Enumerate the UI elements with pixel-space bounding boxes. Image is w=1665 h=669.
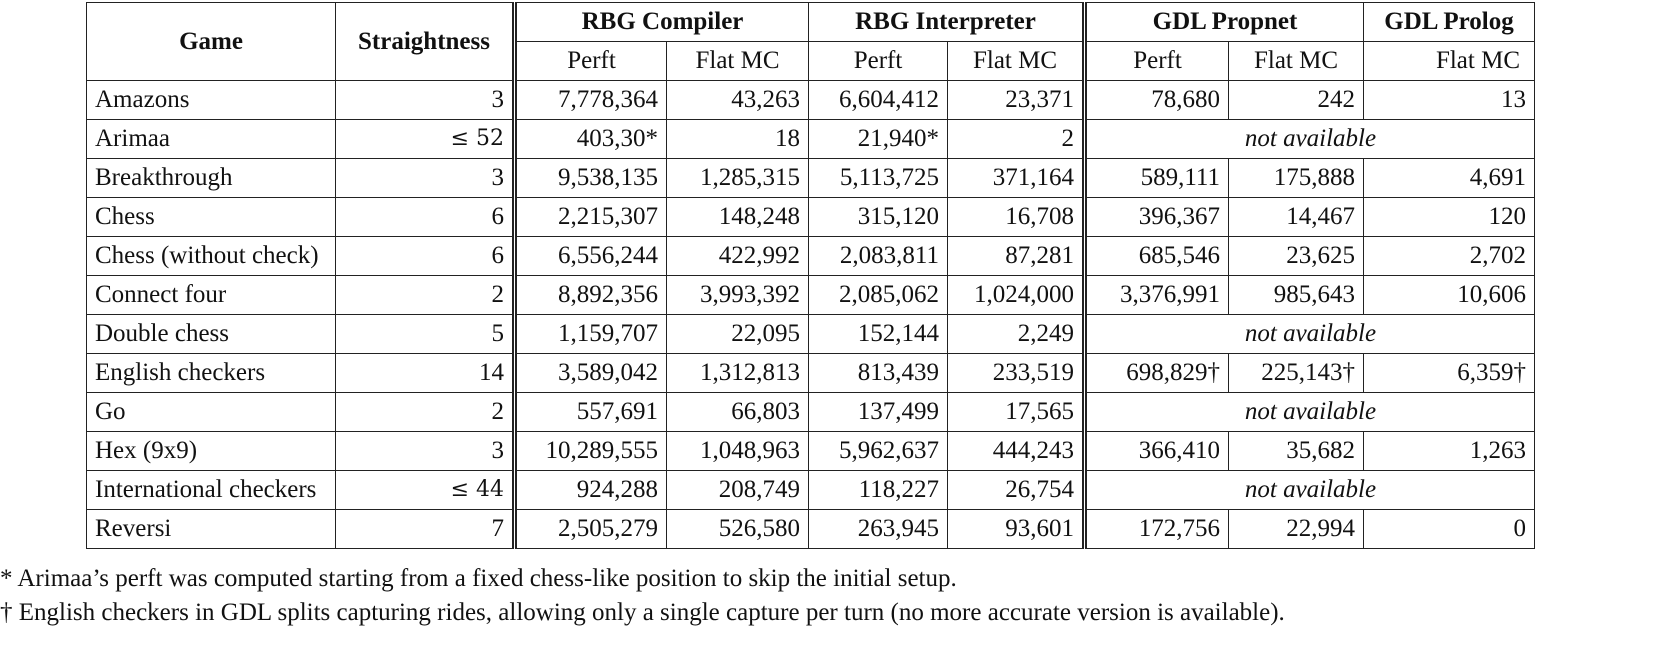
cell-straightness: 2 [336, 276, 515, 315]
cell-rbgi-perft: 21,940* [809, 120, 948, 159]
cell-game: Breakthrough [87, 159, 336, 198]
cell-rbgi-flatmc: 17,565 [948, 393, 1085, 432]
subheader-rbgc-perft: Perft [515, 42, 667, 81]
cell-straightness: 5 [336, 315, 515, 354]
cell-propnet-flatmc: 14,467 [1229, 198, 1364, 237]
cell-rbgi-perft: 315,120 [809, 198, 948, 237]
footnotes [0, 562, 1285, 630]
cell-prolog-flatmc: 10,606 [1364, 276, 1535, 315]
cell-straightness: 14 [336, 354, 515, 393]
cell-rbgi-perft: 6,604,412 [809, 81, 948, 120]
table-row [87, 81, 1535, 120]
cell-rbgc-flatmc: 526,580 [667, 510, 809, 549]
cell-rbgc-flatmc: 66,803 [667, 393, 809, 432]
cell-game: Arimaa [87, 120, 336, 159]
cell-game: Connect four [87, 276, 336, 315]
header-straightness: Straightness [336, 3, 515, 81]
cell-propnet-flatmc: 175,888 [1229, 159, 1364, 198]
cell-prolog-flatmc: 4,691 [1364, 159, 1535, 198]
table-row [87, 354, 1535, 393]
cell-game: Amazons [87, 81, 336, 120]
cell-propnet-flatmc: 225,143† [1229, 354, 1364, 393]
cell-prolog-flatmc: 0 [1364, 510, 1535, 549]
cell-rbgc-flatmc: 18 [667, 120, 809, 159]
cell-not-available: not available [1085, 315, 1535, 354]
cell-rbgi-flatmc: 2,249 [948, 315, 1085, 354]
cell-rbgi-flatmc: 16,708 [948, 198, 1085, 237]
subheader-propnet-flatmc: Flat MC [1229, 42, 1364, 81]
subheader-rbgc-flatmc: Flat MC [667, 42, 809, 81]
subheader-rbgi-perft: Perft [809, 42, 948, 81]
cell-rbgc-perft: 8,892,356 [515, 276, 667, 315]
cell-rbgi-flatmc: 87,281 [948, 237, 1085, 276]
cell-straightness: ≤ 44 [336, 471, 515, 510]
cell-rbgi-flatmc: 1,024,000 [948, 276, 1085, 315]
table-row [87, 393, 1535, 432]
cell-game: Double chess [87, 315, 336, 354]
cell-rbgc-perft: 557,691 [515, 393, 667, 432]
cell-rbgi-flatmc: 23,371 [948, 81, 1085, 120]
cell-rbgc-perft: 6,556,244 [515, 237, 667, 276]
footnote-arimaa: * Arimaa’s perft was computed starting from a fixed chess-like position to skip the initial setup. [0, 565, 957, 592]
cell-rbgi-flatmc: 233,519 [948, 354, 1085, 393]
cell-prolog-flatmc: 13 [1364, 81, 1535, 120]
cell-rbgc-perft: 1,159,707 [515, 315, 667, 354]
cell-straightness: 6 [336, 237, 515, 276]
cell-propnet-flatmc: 242 [1229, 81, 1364, 120]
cell-propnet-perft: 589,111 [1085, 159, 1229, 198]
header-rbg-compiler: RBG Compiler [515, 3, 809, 42]
table-body [87, 81, 1535, 549]
cell-rbgc-flatmc: 208,749 [667, 471, 809, 510]
footnote-english-checkers: † English checkers in GDL splits capturing rides, allowing only a single capture per turn (no more accurate version is available). [0, 599, 1285, 626]
cell-prolog-flatmc: 120 [1364, 198, 1535, 237]
cell-rbgi-perft: 152,144 [809, 315, 948, 354]
table-row [87, 276, 1535, 315]
cell-rbgi-perft: 2,083,811 [809, 237, 948, 276]
cell-rbgi-flatmc: 2 [948, 120, 1085, 159]
subheader-prolog-flatmc: Flat MC [1364, 42, 1535, 81]
header-row-groups [87, 3, 1535, 42]
cell-straightness: 3 [336, 432, 515, 471]
header-gdl-prolog: GDL Prolog [1364, 3, 1535, 42]
cell-rbgc-perft: 3,589,042 [515, 354, 667, 393]
cell-rbgc-flatmc: 422,992 [667, 237, 809, 276]
table-row [87, 237, 1535, 276]
table-row [87, 432, 1535, 471]
cell-rbgc-perft: 2,505,279 [515, 510, 667, 549]
cell-game: Chess (without check) [87, 237, 336, 276]
cell-propnet-perft: 685,546 [1085, 237, 1229, 276]
table-row [87, 471, 1535, 510]
table-row [87, 510, 1535, 549]
cell-straightness: 3 [336, 159, 515, 198]
cell-propnet-flatmc: 985,643 [1229, 276, 1364, 315]
cell-rbgc-perft: 7,778,364 [515, 81, 667, 120]
cell-propnet-flatmc: 22,994 [1229, 510, 1364, 549]
cell-prolog-flatmc: 6,359† [1364, 354, 1535, 393]
cell-rbgc-flatmc: 3,993,392 [667, 276, 809, 315]
cell-rbgi-perft: 263,945 [809, 510, 948, 549]
cell-propnet-perft: 396,367 [1085, 198, 1229, 237]
cell-rbgc-flatmc: 148,248 [667, 198, 809, 237]
cell-straightness: ≤ 52 [336, 120, 515, 159]
table-row [87, 159, 1535, 198]
cell-straightness: 3 [336, 81, 515, 120]
cell-propnet-perft: 698,829† [1085, 354, 1229, 393]
cell-game: Chess [87, 198, 336, 237]
table-row [87, 120, 1535, 159]
header-game: Game [87, 3, 336, 81]
cell-straightness: 6 [336, 198, 515, 237]
cell-rbgc-flatmc: 1,048,963 [667, 432, 809, 471]
cell-game: Reversi [87, 510, 336, 549]
cell-rbgi-perft: 2,085,062 [809, 276, 948, 315]
cell-straightness: 7 [336, 510, 515, 549]
cell-game: International checkers [87, 471, 336, 510]
subheader-propnet-perft: Perft [1085, 42, 1229, 81]
cell-propnet-perft: 3,376,991 [1085, 276, 1229, 315]
cell-not-available: not available [1085, 471, 1535, 510]
cell-rbgc-perft: 924,288 [515, 471, 667, 510]
cell-rbgc-perft: 9,538,135 [515, 159, 667, 198]
table-row [87, 315, 1535, 354]
cell-rbgc-perft: 10,289,555 [515, 432, 667, 471]
cell-rbgi-perft: 118,227 [809, 471, 948, 510]
cell-rbgi-perft: 137,499 [809, 393, 948, 432]
cell-rbgi-flatmc: 93,601 [948, 510, 1085, 549]
cell-not-available: not available [1085, 393, 1535, 432]
cell-rbgi-perft: 5,113,725 [809, 159, 948, 198]
cell-propnet-perft: 366,410 [1085, 432, 1229, 471]
cell-rbgc-flatmc: 43,263 [667, 81, 809, 120]
cell-rbgc-flatmc: 1,285,315 [667, 159, 809, 198]
subheader-rbgi-flatmc: Flat MC [948, 42, 1085, 81]
cell-rbgi-perft: 813,439 [809, 354, 948, 393]
cell-rbgc-perft: 2,215,307 [515, 198, 667, 237]
cell-propnet-flatmc: 23,625 [1229, 237, 1364, 276]
benchmark-table [86, 2, 1535, 549]
cell-propnet-flatmc: 35,682 [1229, 432, 1364, 471]
cell-rbgc-flatmc: 22,095 [667, 315, 809, 354]
cell-rbgi-flatmc: 26,754 [948, 471, 1085, 510]
table-row [87, 198, 1535, 237]
cell-propnet-perft: 172,756 [1085, 510, 1229, 549]
cell-prolog-flatmc: 2,702 [1364, 237, 1535, 276]
cell-rbgc-perft: 403,30* [515, 120, 667, 159]
header-rbg-interpreter: RBG Interpreter [809, 3, 1085, 42]
cell-game: Go [87, 393, 336, 432]
header-gdl-propnet: GDL Propnet [1085, 3, 1364, 42]
cell-rbgi-flatmc: 444,243 [948, 432, 1085, 471]
cell-rbgi-flatmc: 371,164 [948, 159, 1085, 198]
cell-straightness: 2 [336, 393, 515, 432]
cell-rbgc-flatmc: 1,312,813 [667, 354, 809, 393]
cell-rbgi-perft: 5,962,637 [809, 432, 948, 471]
cell-propnet-perft: 78,680 [1085, 81, 1229, 120]
cell-prolog-flatmc: 1,263 [1364, 432, 1535, 471]
cell-game: Hex (9x9) [87, 432, 336, 471]
cell-not-available: not available [1085, 120, 1535, 159]
cell-game: English checkers [87, 354, 336, 393]
